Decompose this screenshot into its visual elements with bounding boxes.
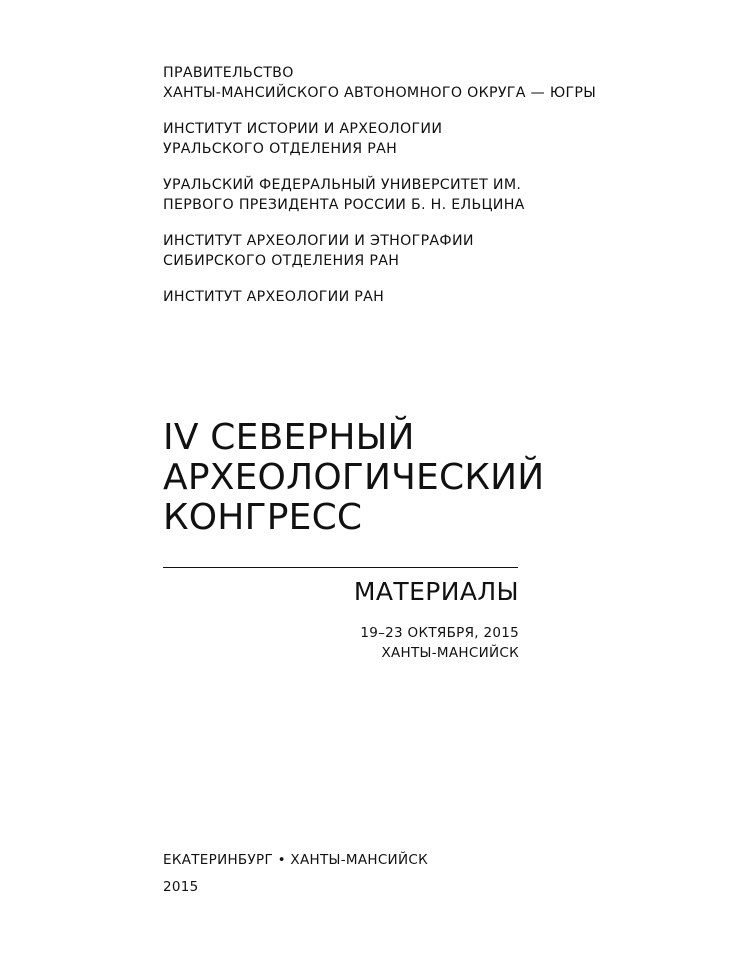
event-info (360, 623, 519, 663)
title-divider (163, 567, 518, 568)
organization-line: ИНСТИТУТ ИСТОРИИ И АРХЕОЛОГИИ (163, 121, 443, 137)
organization-line: ПЕРВОГО ПРЕЗИДЕНТА РОССИИ Б. Н. ЕЛЬЦИНА (163, 197, 525, 213)
subtitle: МАТЕРИАЛЫ (353, 577, 519, 606)
publication-year: 2015 (163, 879, 199, 895)
organization-block (163, 63, 683, 103)
page-title (163, 418, 683, 538)
organizations-list (163, 63, 683, 323)
organization-line: ХАНТЫ-МАНСИЙСКОГО АВТОНОМНОГО ОКРУГА — ЮГРЫ (163, 85, 597, 101)
organization-line: ИНСТИТУТ АРХЕОЛОГИИ И ЭТНОГРАФИИ (163, 233, 474, 249)
title-line: АРХЕОЛОГИЧЕСКИЙ (163, 457, 545, 498)
organization-block (163, 119, 683, 159)
title-line: IV СЕВЕРНЫЙ (163, 417, 415, 458)
event-city: ХАНТЫ-МАНСИЙСК (381, 645, 519, 661)
organization-line: УРАЛЬСКИЙ ФЕДЕРАЛЬНЫЙ УНИВЕРСИТЕТ ИМ. (163, 177, 522, 193)
publication-place: ЕКАТЕРИНБУРГ • ХАНТЫ-МАНСИЙСК (163, 852, 428, 868)
organization-block (163, 287, 683, 307)
organization-block (163, 231, 683, 271)
organization-block (163, 175, 683, 215)
event-dates: 19–23 ОКТЯБРЯ, 2015 (360, 625, 519, 641)
organization-line: ИНСТИТУТ АРХЕОЛОГИИ РАН (163, 289, 385, 305)
organization-line: УРАЛЬСКОГО ОТДЕЛЕНИЯ РАН (163, 141, 398, 157)
title-line: КОНГРЕСС (163, 497, 363, 538)
organization-line: СИБИРСКОГО ОТДЕЛЕНИЯ РАН (163, 253, 400, 269)
organization-line: ПРАВИТЕЛЬСТВО (163, 65, 294, 81)
